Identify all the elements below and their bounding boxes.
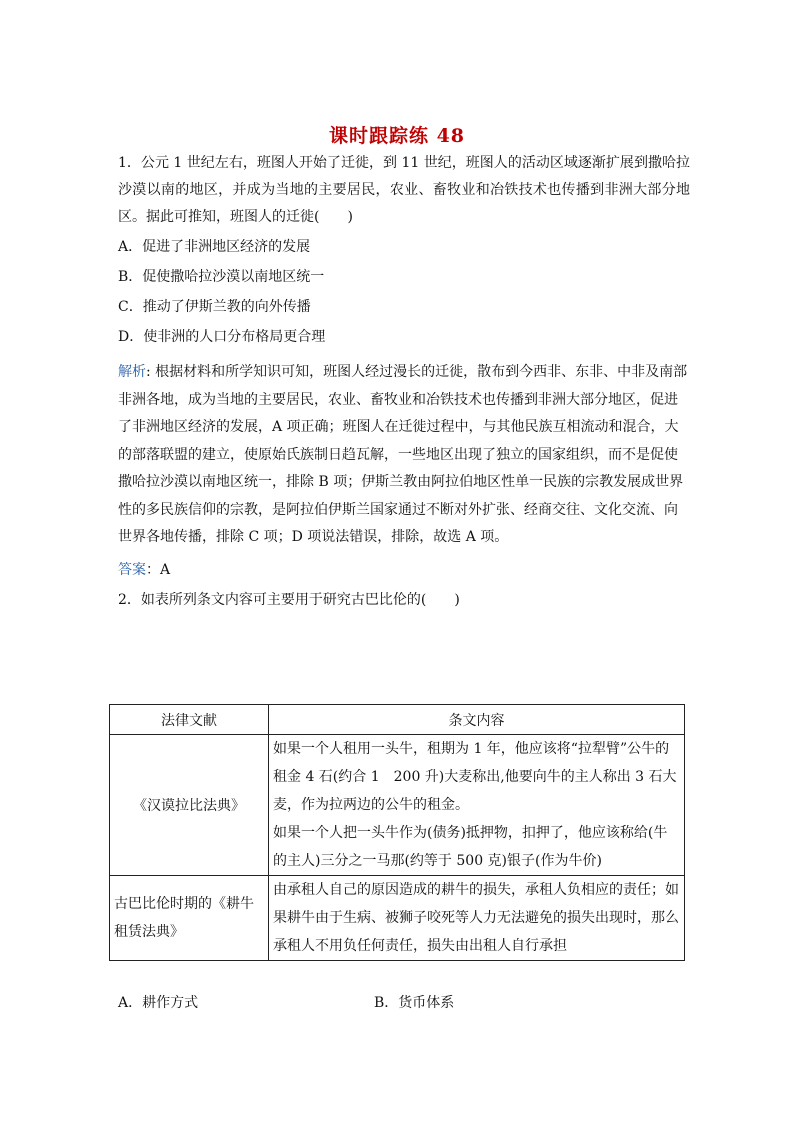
question-1-option-d: D．使非洲的人口分布格局更合理 <box>118 329 326 345</box>
answer-label: 答案 <box>118 561 146 578</box>
question-1 <box>118 150 690 610</box>
page-title: 课时跟踪练 48 <box>328 125 466 147</box>
analysis-text: : 根据材料和所学知识可知，班图人经过漫长的迁徙，散布到今西非、东非、中非及南部非洲各地，成为当地的主要居民，农业、畜牧业和冶铁技术也传播到非洲大部分地区，促进了非洲地区经济的发展，A 项正确；班图人在迁徙过程中，与其他民族互相流动和混合，大的部落联盟的建立，使原始氏族制日趋瓦解，一些地区出现了独立的国家组织，而不是促使撒哈拉沙漠以南地区统一，排除 B 项；伊斯兰教由阿拉伯地区性单一民族的宗教发展成世界性的多民族信仰的宗教，是阿拉伯伊斯兰国家通过不断对外扩张、经商交往、文化交流、向世界各地传播，排除 C 项；D 项说法错误，排除，故选 A 项。 <box>118 364 688 545</box>
question-2-option-a: A．耕作方式 <box>118 995 199 1011</box>
analysis-label: 解析 <box>118 364 146 380</box>
question-2-options <box>118 993 678 1013</box>
table-row <box>110 735 685 876</box>
question-1-analysis <box>118 359 690 552</box>
table-header-document: 法律文献 <box>110 705 269 735</box>
table-cell-content <box>269 876 685 961</box>
clause-text: 由承租人自己的原因造成的耕牛的损失，承租人负相应的责任；如果耕牛由于生病、被狮子咬死等人力无法避免的损失出现时，那么承租人不用负任何责任，损失由出租人自行承担 <box>273 882 679 954</box>
question-1-option-c: C．推动了伊斯兰教的向外传播 <box>118 299 311 315</box>
question-1-stem: 1．公元 1 世纪左右，班图人开始了迁徙，到 11 世纪，班图人的活动区域逐渐扩展到撒哈拉沙漠以南的地区，并成为当地的主要居民，农业、畜牧业和冶铁技术也传播到非洲大部分地区。据此可推知，班图人的迁徙( ) <box>118 155 690 225</box>
question-1-answer <box>118 560 690 580</box>
answer-text: ：A <box>146 561 171 578</box>
table-header-content: 条文内容 <box>269 705 685 735</box>
table-row <box>110 876 685 961</box>
clause-text: 如果一个人租用一头牛，租期为 1 年，他应该将“拉犁臂”公牛的租金 4 石(约合 1 200 升)大麦称出,他要向牛的主人称出 3 石大麦，作为拉两边的公牛的租金。 <box>273 741 677 813</box>
table-cell-document: 古巴比伦时期的《耕牛租赁法典》 <box>110 876 269 961</box>
question-1-option-b: B．促使撒哈拉沙漠以南地区统一 <box>118 269 325 285</box>
question-1-option-a: A．促进了非洲地区经济的发展 <box>118 239 311 255</box>
clause-text: 如果一个人把一头牛作为(债务)抵押物，扣押了，他应该称给(牛的主人)三分之一马那(约等于 500 克)银子(作为牛价) <box>273 825 668 869</box>
question-2-stem: 2．如表所列条文内容可主要用于研究古巴比伦的( ) <box>118 591 460 608</box>
table-cell-content <box>269 735 685 876</box>
table-cell-document: 《汉谟拉比法典》 <box>110 735 269 876</box>
table-header-row <box>110 705 685 735</box>
question-2-option-b: B．货币体系 <box>374 995 455 1011</box>
law-table <box>109 704 685 961</box>
